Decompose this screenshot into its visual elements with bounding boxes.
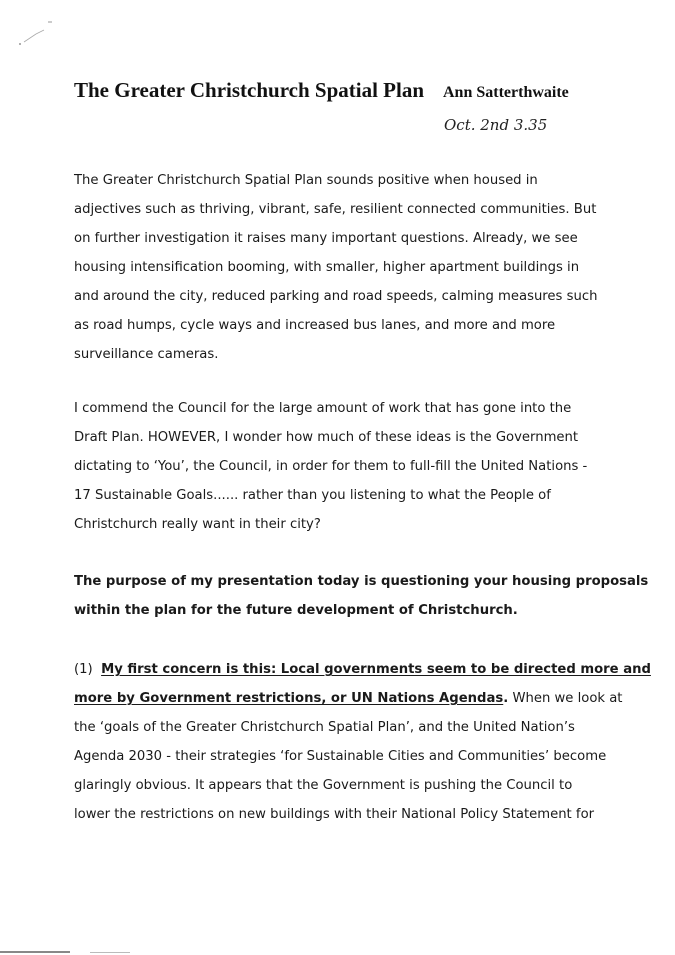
paragraph-first-concern [74,655,651,829]
concern-emphasis: My first concern is this: Local governments seem to be directed more and [101,662,651,677]
paragraph-line: Agenda 2030 - their strategies ‘for Sustainable Cities and Communities’ become [74,749,607,764]
concern-emphasis: more by Government restrictions, or UN Nations Agendas [74,691,504,706]
paragraph-line: within the plan for the future development of Christchurch. [74,603,518,618]
paragraph-line: The purpose of my presentation today is questioning your housing proposals [74,574,649,589]
paragraph-line: Christchurch really want in their city? [74,517,321,532]
paragraph-line [74,684,623,713]
paragraph-purpose [74,567,649,625]
page-title: The Greater Christchurch Spatial Plan [74,78,425,102]
paragraph-line: adjectives such as thriving, vibrant, safe, resilient connected communities. But [74,202,597,217]
paragraph-line [74,655,651,684]
scan-edge-mark [0,951,70,953]
paragraph-line: as road humps, cycle ways and increased bus lanes, and more and more [74,318,556,333]
paragraph-line: glaringly obvious. It appears that the Government is pushing the Council to [74,778,573,793]
paragraph-line: on further investigation it raises many important questions. Already, we see [74,231,578,246]
paragraph-intro [74,166,598,369]
item-number: (1) [74,662,93,677]
paragraph-line: housing intensification booming, with smaller, higher apartment buildings in [74,260,580,275]
paragraph-line: I commend the Council for the large amount of work that has gone into the [74,401,572,416]
paragraph-line: and around the city, reduced parking and road speeds, calming measures such [74,289,598,304]
paragraph-line: The Greater Christchurch Spatial Plan sounds positive when housed in [74,173,538,188]
paragraph-line: dictating to ‘You’, the Council, in order for them to full-fill the United Nations - [74,459,588,474]
scan-speck-mark [14,20,54,50]
concern-emphasis-end: . [503,691,509,706]
paragraph-line: lower the restrictions on new buildings with their National Policy Statement for [74,807,595,822]
paragraph-line: 17 Sustainable Goals...... rather than you listening to what the People of [74,488,551,503]
paragraph-line: Draft Plan. HOWEVER, I wonder how much of these ideas is the Government [74,430,579,445]
scan-edge-mark [90,952,130,953]
paragraph-line: the ‘goals of the Greater Christchurch Spatial Plan’, and the United Nation’s [74,720,575,735]
handwritten-date-note [442,108,562,136]
author-name: Ann Satterthwaite [443,84,569,101]
svg-text:Oct. 2nd 3.35: Oct. 2nd 3.35 [444,116,548,134]
paragraph-commend [74,394,594,539]
paragraph-line: surveillance cameras. [74,347,219,362]
paragraph-text: When we look at [508,691,623,706]
